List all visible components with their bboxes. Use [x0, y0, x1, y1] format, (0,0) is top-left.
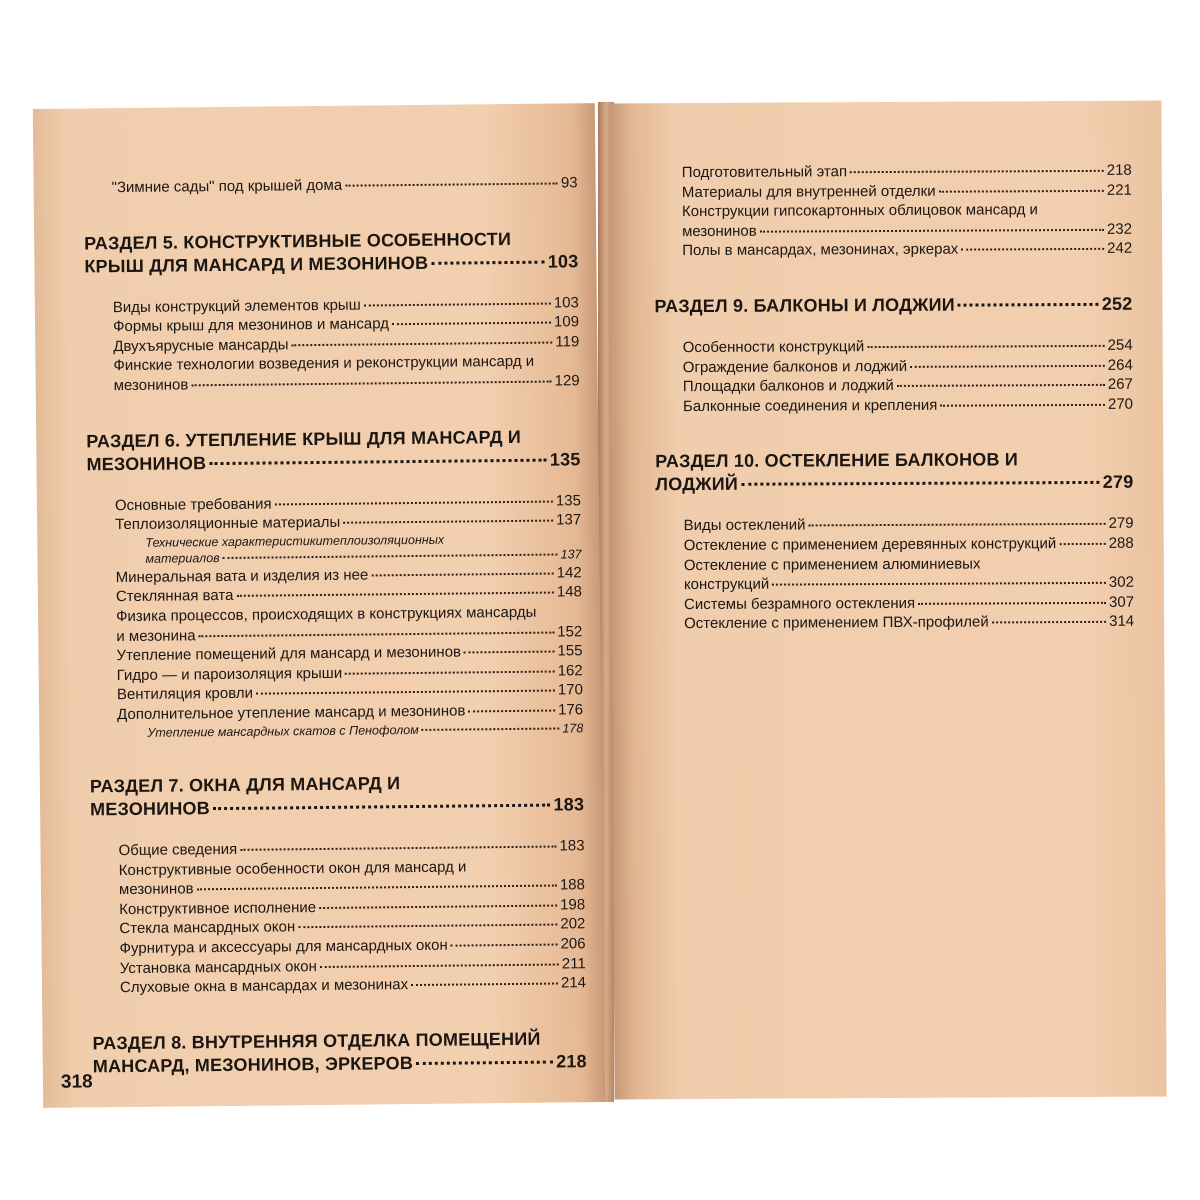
toc-page-number: 218	[556, 1050, 587, 1072]
dot-leader	[741, 481, 1100, 486]
dot-leader	[320, 963, 559, 968]
toc-line	[84, 250, 578, 278]
toc-line	[684, 514, 1134, 536]
toc-title-text: Остекление с применением алюминиевых	[683, 555, 981, 574]
toc-entry	[656, 612, 1134, 634]
toc-page-number: 270	[1107, 395, 1134, 413]
toc-title-text: Виды остеклений	[683, 516, 806, 535]
toc-title-text: ЛОДЖИЙ	[655, 474, 739, 495]
table-of-contents-left	[84, 173, 588, 1098]
toc-entry	[91, 856, 585, 900]
toc-title-text: Утепление помещений для мансард и мезонинов	[116, 643, 462, 665]
dot-leader	[199, 631, 555, 637]
toc-page-number: 242	[1107, 240, 1133, 258]
toc-line	[683, 355, 1133, 377]
toc-entry	[656, 553, 1134, 595]
toc-title-text: Финские технологии возведения и реконструкции мансард и	[113, 353, 535, 375]
toc-line	[147, 720, 583, 741]
toc-title-text: РАЗДЕЛ 10. ОСТЕКЛЕНИЕ БАЛКОНОВ И	[655, 449, 1019, 472]
dot-leader	[468, 709, 555, 712]
toc-line	[654, 293, 1132, 319]
toc-line	[684, 553, 1134, 575]
toc-title-text: Общие сведения	[118, 840, 238, 860]
toc-page-number: 142	[556, 563, 582, 582]
dot-leader	[256, 690, 555, 695]
toc-page-number: 103	[547, 250, 579, 272]
toc-page-number: 314	[1109, 613, 1135, 631]
toc-title-text: Минеральная вата и изделия из нее	[115, 566, 369, 586]
toc-line	[120, 973, 586, 997]
toc-subentry	[87, 530, 581, 568]
toc-entry	[654, 180, 1132, 202]
dot-leader	[416, 1060, 553, 1064]
toc-line	[683, 336, 1133, 358]
dot-leader	[345, 670, 555, 674]
toc-title-text: Подготовительный этап	[681, 163, 848, 182]
toc-title-text: Вентиляция кровли	[116, 685, 254, 704]
toc-title-text: и мезонина	[116, 626, 196, 645]
toc-title-text: Основные требования	[114, 495, 272, 514]
toc-title-text: МЕЗОНИНОВ	[86, 452, 207, 474]
toc-entry	[654, 239, 1132, 261]
toc-title-text: материалов	[145, 551, 220, 567]
toc-page-number: 137	[555, 511, 582, 529]
dot-leader	[209, 458, 547, 465]
dot-leader	[451, 943, 558, 946]
toc-entry	[655, 375, 1133, 397]
toc-line	[86, 448, 580, 476]
toc-page-number: 119	[555, 333, 580, 351]
toc-section-heading	[92, 1027, 586, 1078]
toc-page-number: 93	[560, 174, 578, 192]
toc-page-number: 198	[560, 896, 586, 914]
dot-leader	[464, 651, 555, 654]
toc-title-text: Дополнительное утепление мансард и мезонинов	[117, 702, 466, 724]
toc-entry	[88, 602, 582, 646]
toc-title-text: Технические характеристикитеплоизоляционных	[145, 532, 445, 550]
toc-page-number: 129	[554, 372, 580, 390]
toc-page-number: 152	[557, 622, 583, 641]
dot-leader	[961, 248, 1104, 251]
toc-title-text: Стекла мансардных окон	[119, 918, 296, 938]
toc-title-text: Системы безрамного остекления	[683, 594, 916, 613]
toc-page-number: 109	[553, 313, 580, 331]
toc-title-text: РАЗДЕЛ 6. УТЕПЛЕНИЕ КРЫШ ДЛЯ МАНСАРД И	[86, 426, 522, 451]
toc-page-number: 202	[560, 915, 586, 933]
toc-entry	[656, 534, 1134, 556]
toc-title-text: Фурнитура и аксессуары для мансардных окон	[119, 936, 448, 958]
toc-title-text: РАЗДЕЛ 7. ОКНА ДЛЯ МАНСАРД И	[89, 773, 401, 797]
toc-page-number: 170	[557, 681, 583, 699]
toc-title-text: Ограждение балконов и лоджий	[682, 357, 908, 376]
toc-title-text: Особенности конструкций	[682, 338, 865, 357]
toc-page-number: 155	[557, 642, 583, 660]
toc-line	[655, 448, 1133, 474]
dot-leader	[1059, 543, 1105, 545]
dot-leader	[191, 381, 551, 387]
toc-page-number: 218	[1106, 161, 1132, 179]
toc-page-number: 264	[1107, 356, 1133, 374]
toc-page-number: 254	[1107, 336, 1133, 354]
toc-line	[93, 1050, 587, 1078]
toc-page-number: 214	[560, 974, 587, 992]
toc-title-text: Теплоизоляционные материалы	[115, 513, 341, 534]
toc-title-text: Утепление мансардных скатов с Пенофолом	[147, 722, 419, 740]
toc-title-text: Балконные соединения и крепления	[682, 396, 938, 415]
toc-title-text: Конструктивные особенности окон для мансард и	[118, 858, 467, 879]
dot-leader	[364, 302, 551, 306]
dot-leader	[772, 582, 1106, 586]
toc-page-number: 288	[1108, 534, 1134, 552]
dot-leader	[760, 229, 1104, 233]
toc-page-number: 176	[557, 701, 584, 719]
toc-page-number: 211	[561, 954, 586, 973]
toc-page-number: 183	[559, 837, 585, 855]
toc-line	[112, 173, 578, 197]
dot-leader	[298, 924, 557, 929]
dot-leader	[867, 345, 1104, 348]
toc-page-number: 188	[559, 876, 586, 894]
toc-title-text: РАЗДЕЛ 8. ВНУТРЕННЯЯ ОТДЕЛКА ПОМЕЩЕНИЙ	[92, 1028, 541, 1054]
toc-entry	[655, 355, 1133, 377]
toc-line	[682, 200, 1132, 222]
toc-page-number: 307	[1108, 593, 1135, 611]
dot-leader	[371, 572, 553, 576]
toc-title-text: КРЫШ ДЛЯ МАНСАРД И МЕЗОНИНОВ	[84, 252, 429, 277]
toc-entry	[654, 200, 1132, 242]
toc-page-number: 302	[1108, 573, 1134, 591]
dot-leader	[808, 523, 1105, 527]
toc-title-text: мезонинов	[113, 376, 189, 395]
toc-title-text: Двухъярусные мансарды	[113, 336, 289, 355]
right-page	[609, 101, 1166, 1100]
toc-title-text: Полы в мансардах, мезонинах, эркерах	[682, 241, 959, 260]
toc-section-heading	[654, 293, 1132, 319]
toc-line	[684, 573, 1134, 595]
left-page	[33, 103, 605, 1108]
toc-entry	[656, 514, 1134, 536]
toc-line	[114, 371, 580, 395]
toc-title-text: Виды конструкций элементов крыш	[112, 296, 361, 316]
toc-page-number: 252	[1101, 293, 1133, 314]
dot-leader	[392, 322, 551, 326]
toc-title-text: Остекление с применением ПВХ-профилей	[684, 613, 989, 633]
toc-page-number: 135	[549, 448, 581, 470]
toc-line	[684, 612, 1134, 634]
toc-page-number: 232	[1106, 220, 1133, 238]
toc-page-number: 178	[562, 720, 584, 735]
toc-section-heading	[90, 770, 584, 821]
dot-leader	[275, 500, 553, 505]
dot-leader	[918, 602, 1106, 605]
toc-title-text: МАНСАРД, МЕЗОНИНОВ, ЭРКЕРОВ	[92, 1052, 414, 1077]
toc-entry	[84, 173, 578, 198]
toc-line	[682, 239, 1132, 261]
toc-entry	[656, 592, 1134, 614]
dot-leader	[958, 303, 1099, 307]
dot-leader	[940, 404, 1105, 407]
dot-leader	[291, 341, 552, 346]
toc-title-text: Остекление с применением деревянных конструкций	[683, 535, 1057, 555]
table-of-contents-right	[654, 161, 1134, 634]
dot-leader	[910, 364, 1105, 367]
toc-title-text: конструкций	[683, 575, 770, 594]
toc-entry	[655, 394, 1133, 416]
toc-title-text: МЕЗОНИНОВ	[90, 798, 211, 820]
toc-title-text: мезонинов	[118, 880, 194, 899]
toc-title-text: "Зимние сады" под крышей дома	[111, 176, 343, 197]
toc-page-number: 267	[1107, 375, 1133, 394]
toc-title-text: РАЗДЕЛ 9. БАЛКОНЫ И ЛОДЖИИ	[654, 294, 955, 317]
toc-entry	[92, 973, 586, 998]
dot-leader	[411, 983, 558, 987]
dot-leader	[431, 260, 545, 264]
toc-title-text: Конструкции гипсокартонных облицовок мансард и	[681, 201, 1038, 221]
toc-line	[682, 161, 1132, 183]
toc-page-number: 279	[1108, 515, 1134, 533]
dot-leader	[850, 170, 1104, 173]
toc-page-number: 103	[553, 293, 579, 312]
toc-page-number: 148	[556, 583, 582, 601]
toc-title-text: Физика процессов, происходящих в конструкциях мансарды	[116, 603, 537, 626]
toc-page-number: 221	[1106, 181, 1132, 199]
dot-leader	[197, 885, 557, 891]
toc-title-text: мезонинов	[682, 222, 757, 240]
toc-title-text: Материалы для внутренней отделки	[681, 182, 936, 201]
toc-line	[684, 592, 1134, 614]
toc-line	[683, 375, 1133, 397]
toc-line	[90, 793, 584, 821]
dot-leader	[223, 554, 558, 560]
toc-title-text: Установка мансардных окон	[119, 957, 317, 977]
toc-line	[684, 534, 1134, 556]
page-number-folio: 318	[60, 1071, 93, 1093]
toc-page-number: 206	[560, 935, 586, 953]
toc-entry	[85, 352, 579, 396]
toc-section-heading	[86, 425, 580, 476]
dot-leader	[345, 182, 558, 186]
toc-title-text: Гидро — и пароизоляция крыши	[116, 664, 343, 684]
dot-leader	[343, 520, 553, 524]
dot-leader	[319, 904, 557, 908]
dot-leader	[939, 189, 1104, 192]
toc-title-text: Стеклянная вата	[115, 587, 234, 606]
toc-page-number: 279	[1102, 472, 1134, 493]
toc-section-heading	[655, 448, 1133, 497]
toc-page-number: 162	[557, 661, 583, 680]
toc-entry	[654, 161, 1132, 183]
toc-entry	[655, 336, 1133, 358]
dot-leader	[213, 804, 551, 811]
toc-line	[682, 219, 1132, 241]
toc-title-text: Конструктивное исполнение	[119, 898, 317, 918]
toc-page-number: 135	[555, 491, 582, 510]
dot-leader	[897, 384, 1105, 387]
dot-leader	[240, 846, 556, 851]
toc-title-text: РАЗДЕЛ 5. КОНСТРУКТИВНЫЕ ОСОБЕННОСТИ	[84, 228, 512, 254]
toc-line	[683, 394, 1133, 416]
dot-leader	[236, 592, 553, 597]
toc-title-text: Формы крыш для мезонинов и мансард	[112, 315, 390, 336]
toc-line	[655, 471, 1133, 497]
toc-page-number: 137	[560, 547, 582, 562]
toc-title-text: Слуховые окна в мансардах и мезонинах	[119, 976, 409, 997]
toc-title-text: Площадки балконов и лоджий	[682, 377, 894, 396]
toc-section-heading	[84, 227, 578, 278]
toc-page-number: 183	[553, 794, 585, 815]
dot-leader	[992, 621, 1106, 624]
dot-leader	[422, 727, 560, 730]
toc-line	[682, 180, 1132, 202]
